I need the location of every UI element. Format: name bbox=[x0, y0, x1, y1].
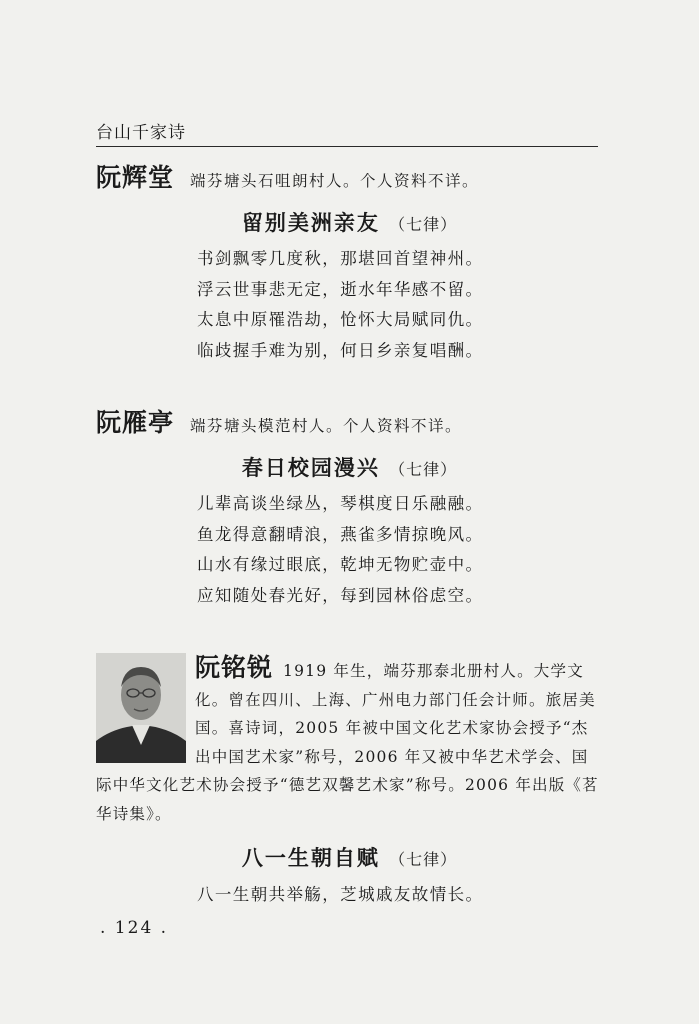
poem-form: （七律） bbox=[389, 215, 458, 234]
poem-title-3 bbox=[0, 842, 699, 872]
poem-line: 山水有缘过眼底，乾坤无物贮壶中。 bbox=[197, 555, 484, 574]
poem-line: 八一生朝共举觞，芝城戚友故情长。 bbox=[197, 885, 484, 904]
author-name: 阮铭锐 bbox=[195, 653, 274, 682]
author-name: 阮辉堂 bbox=[96, 163, 175, 192]
poem-line: 太息中原罹浩劫，怆怀大局赋同仇。 bbox=[197, 310, 484, 329]
author-bio: 端芬塘头石咀朗村人。个人资料不详。 bbox=[190, 172, 480, 190]
poem-title-1 bbox=[0, 207, 699, 237]
poem-form: （七律） bbox=[389, 460, 458, 479]
poem-line: 儿辈高谈坐绿丛，琴棋度日乐融融。 bbox=[197, 494, 484, 513]
author-bio: 端芬塘头模范村人。个人资料不详。 bbox=[190, 417, 463, 435]
poem-line: 书剑飘零几度秋，那堪回首望神州。 bbox=[197, 249, 484, 268]
poem-title-text: 八一生朝自赋 bbox=[241, 846, 380, 870]
author-entry-3 bbox=[96, 654, 604, 828]
poem-lines-3 bbox=[197, 880, 483, 911]
photo-spacer bbox=[96, 654, 195, 764]
poem-title-text: 留别美洲亲友 bbox=[241, 211, 380, 235]
poem-line: 浮云世事悲无定，逝水年华感不留。 bbox=[197, 279, 484, 299]
poem-title-text: 春日校园漫兴 bbox=[241, 456, 380, 480]
author-bio: 1919 年生，端芬那泰北册村人。大学文化。曾在四川、上海、广州电力部门任会计师。旅居美国。喜诗词，2005 年被中国文化艺术家协会授予“杰出中国艺术家”称号，2006 年又被中华艺术学会、国际中华文化艺术协会授予“德艺双馨艺术家”称号。2006 年出版《茗华诗集》。 bbox=[96, 662, 599, 823]
poem-line: 鱼龙得意翻晴浪，燕雀多情掠晚风。 bbox=[197, 524, 484, 544]
poem-line: 临歧握手难为别，何日乡亲复唱酬。 bbox=[197, 340, 484, 360]
author-entry-1 bbox=[96, 158, 479, 194]
poem-form: （七律） bbox=[389, 850, 458, 869]
poem-title-2 bbox=[0, 452, 699, 482]
poem-lines-1 bbox=[197, 244, 483, 366]
author-name: 阮雁亭 bbox=[96, 408, 175, 437]
running-header: 台山千家诗 bbox=[96, 118, 598, 147]
author-entry-2 bbox=[96, 403, 462, 439]
page-number: . 124 . bbox=[100, 918, 169, 938]
poem-lines-2 bbox=[197, 489, 483, 611]
poem-line: 应知随处春光好，每到园林俗虑空。 bbox=[197, 585, 484, 605]
